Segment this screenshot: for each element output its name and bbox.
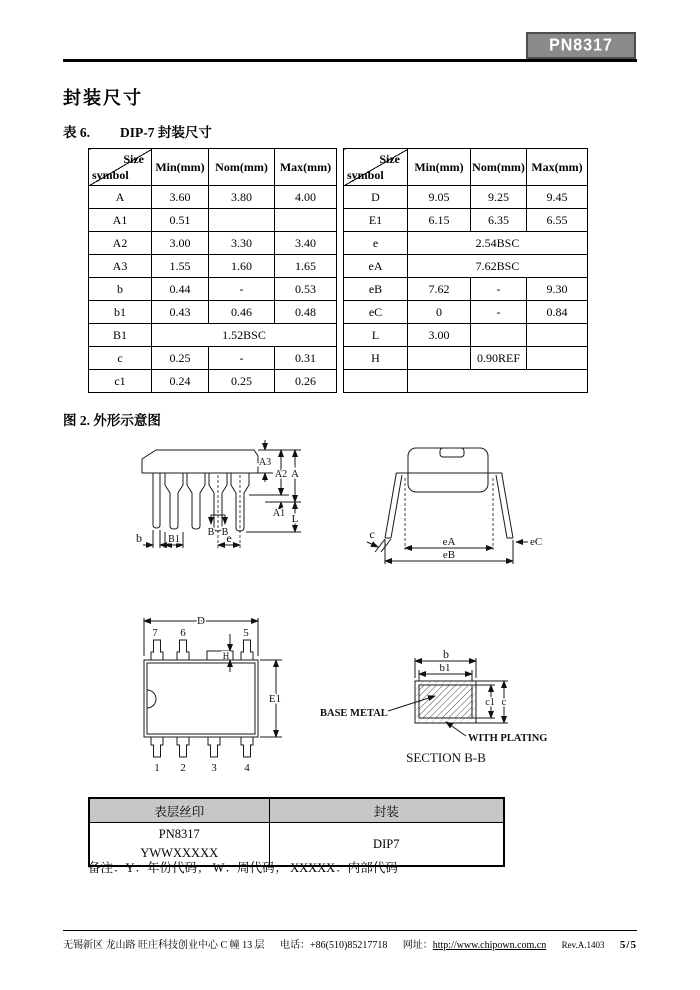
base-metal [419, 685, 472, 718]
nom-header: Nom(mm) [209, 149, 275, 186]
pin-number-6: 6 [180, 627, 186, 639]
size-symbol-header-cell: Size symbol [344, 149, 408, 186]
dim-label-c: c [501, 696, 507, 708]
dim-label-e: e [226, 531, 232, 545]
table-row: B1 1.52BSC [89, 324, 337, 347]
min-header: Min(mm) [152, 149, 209, 186]
dim-label-A1: A1 [272, 508, 286, 519]
table-row: b 0.44 - 0.53 [89, 278, 337, 301]
website-link[interactable]: http://www.chipown.com.cn [432, 940, 547, 951]
marking-table-header-row [89, 798, 504, 823]
package-body-outline [144, 660, 258, 737]
revision: Rev.A.1403 [561, 940, 605, 950]
base-metal-label: BASE METAL [320, 708, 388, 719]
dim-label-eC: eC [530, 536, 543, 548]
phone: 电话：+86(510)85217718 [280, 940, 388, 951]
table-caption-text: DIP-7 封装尺寸 [120, 125, 212, 140]
dimension-table-left [88, 148, 337, 393]
dim-label-c1: c1 [485, 697, 495, 708]
min-header: Min(mm) [408, 149, 471, 186]
page-number: 5/5 [619, 939, 637, 951]
table-row: D 9.05 9.25 9.45 [344, 186, 588, 209]
dim-label-A3: A3 [258, 457, 272, 468]
table-row: e 2.54BSC [344, 232, 588, 255]
pin-number-1: 1 [154, 762, 160, 774]
pin-number-2: 2 [180, 762, 186, 774]
marking-table [88, 797, 505, 867]
chip-name-badge [526, 32, 636, 59]
table-row: H 0.90REF [344, 347, 588, 370]
pin-number-5: 5 [243, 627, 249, 639]
pin-number-3: 3 [211, 762, 217, 774]
dim-label-b1: b1 [439, 662, 451, 674]
table-row: eA 7.62BSC [344, 255, 588, 278]
max-header: Max(mm) [275, 149, 337, 186]
package-body [408, 448, 488, 492]
marking-note: 备注：Y：年份代码； W：周代码； XXXXX：内部代码 [88, 861, 398, 875]
pin1-notch [147, 690, 156, 708]
dim-label-A2: A2 [274, 469, 288, 480]
section-bb-figure [318, 638, 563, 773]
header-rule [63, 59, 637, 62]
dimension-tables [88, 148, 588, 393]
table-row: A3 1.55 1.60 1.65 [89, 255, 337, 278]
marking-header: 表层丝印 [89, 798, 269, 823]
package-front-view-figure [115, 432, 320, 567]
marking-value: PN8317 YWWXXXXX [89, 823, 269, 867]
dim-label-c: c [369, 527, 375, 541]
page-title: 封装尺寸 [63, 88, 143, 108]
nom-header: Nom(mm) [471, 149, 527, 186]
website: 网址：http://www.chipown.com.cn [402, 940, 547, 951]
dim-label-eB: eB [442, 549, 456, 561]
chip-name: PN8317 [549, 35, 613, 55]
pin-number-4: 4 [244, 762, 250, 774]
table-caption [63, 121, 212, 141]
package-header: 封装 [269, 798, 504, 823]
company-address: 无锡新区 龙山路 旺庄科技创业中心 C 幢 13 层 [63, 940, 265, 951]
with-plating-label: WITH PLATING [468, 733, 548, 744]
footer-rule [63, 930, 637, 931]
table-header-row [89, 149, 337, 186]
dim-label-B: B [207, 527, 215, 538]
dim-label-H: H [222, 651, 230, 661]
table-row: c 0.25 - 0.31 [89, 347, 337, 370]
dim-label-L: L [291, 513, 299, 525]
dim-label-B: B [221, 527, 229, 538]
table-row: A2 3.00 3.30 3.40 [89, 232, 337, 255]
package-notch [440, 448, 464, 457]
table-row: b1 0.43 0.46 0.48 [89, 301, 337, 324]
table-row: A 3.60 3.80 4.00 [89, 186, 337, 209]
footer [63, 936, 637, 951]
package-top-view-figure [126, 610, 301, 785]
figure-caption [63, 409, 161, 429]
dim-label-A: A [291, 468, 299, 480]
dim-label-b: b [443, 647, 449, 661]
table-row: eB 7.62 - 9.30 [344, 278, 588, 301]
table-row: eC 0 - 0.84 [344, 301, 588, 324]
package-value: DIP7 [269, 823, 504, 867]
table-row: E1 6.15 6.35 6.55 [344, 209, 588, 232]
table-caption-number: 表 6. [63, 125, 90, 140]
dim-label-b: b [136, 531, 142, 545]
figure-caption-text: 外形示意图 [93, 413, 161, 428]
section-bb-caption: SECTION B-B [406, 750, 486, 765]
size-symbol-header-cell: Size symbol [89, 149, 152, 186]
table-row: c1 0.24 0.25 0.26 [89, 370, 337, 393]
dimension-table-right [343, 148, 588, 393]
dim-label-B1: B1 [168, 534, 180, 545]
max-header: Max(mm) [527, 149, 588, 186]
dim-label-E1: E1 [268, 693, 282, 705]
package-side-view-figure [366, 438, 551, 573]
figure-caption-number: 图 2. [63, 413, 90, 428]
table-header-row [344, 149, 588, 186]
table-row: L 3.00 [344, 324, 588, 347]
dim-label-eA: eA [442, 536, 456, 548]
pin-number-7: 7 [152, 627, 158, 639]
table-row: A1 0.51 [89, 209, 337, 232]
dim-label-D: D [197, 615, 205, 627]
package-body [142, 450, 258, 473]
table-row [344, 370, 588, 393]
